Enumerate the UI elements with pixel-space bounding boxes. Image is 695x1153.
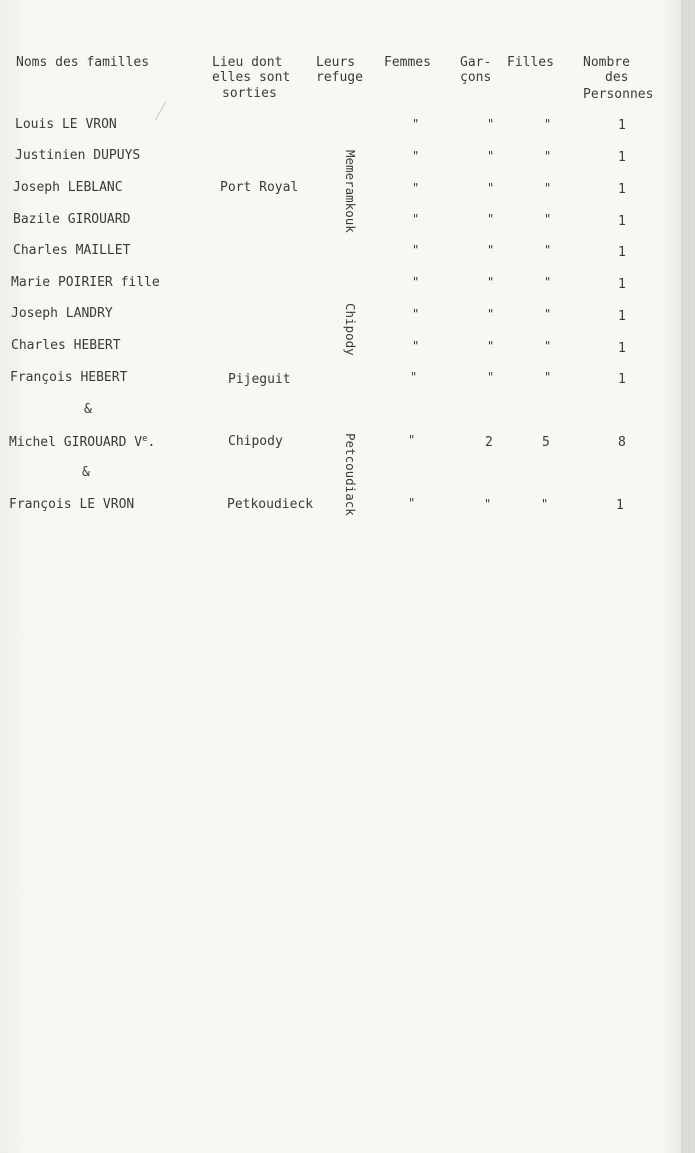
row-boys: "	[487, 339, 495, 353]
row-count: 1	[618, 341, 626, 356]
row-boys: "	[487, 117, 495, 131]
header-boys-line2: çons	[460, 70, 492, 85]
row-count: 1	[618, 150, 626, 165]
row-name: Justinien DUPUYS	[15, 148, 141, 163]
row-origin: Port Royal	[220, 180, 299, 195]
row-girls: "	[544, 149, 552, 163]
row-women: "	[412, 117, 420, 131]
row-name: Louis LE VRON	[15, 117, 117, 132]
row-women: "	[412, 212, 420, 226]
row-boys: "	[487, 307, 495, 321]
header-refuge-line1: Leurs	[316, 55, 356, 70]
header-count-line2: des	[605, 70, 629, 85]
row-women: "	[408, 496, 416, 510]
row-name: François LE VRON	[9, 497, 135, 512]
row-count: 1	[618, 245, 626, 260]
row-women: "	[412, 181, 420, 195]
header-name: Noms des familles	[16, 55, 150, 70]
row-girls: 5	[542, 435, 550, 450]
row-women: "	[410, 370, 418, 384]
header-refuge-line2: refuge	[316, 70, 363, 85]
row-name: Joseph LEBLANC	[13, 180, 123, 195]
refuge-memramkouk: Memeramkouk	[343, 150, 358, 233]
row-count: 1	[618, 214, 626, 229]
row-count: 1	[618, 182, 626, 197]
row-boys: "	[487, 181, 495, 195]
row-count: 8	[618, 435, 626, 450]
row-origin: Pijeguit	[228, 372, 291, 387]
row-boys: "	[487, 149, 495, 163]
row-name: Charles HEBERT	[11, 338, 121, 353]
row-count: 1	[616, 498, 624, 513]
header-origin-line3: sorties	[222, 86, 277, 101]
row-women: "	[412, 243, 420, 257]
header-count-line1: Nombre	[583, 55, 630, 70]
row-girls: "	[544, 339, 552, 353]
page-edge	[681, 0, 695, 1153]
row-name: François HEBERT	[10, 370, 128, 385]
row-girls: "	[544, 370, 552, 384]
row-boys: 2	[485, 435, 493, 450]
row-women: "	[412, 149, 420, 163]
refuge-chipody: Chipody	[343, 303, 358, 356]
row-boys: "	[487, 370, 495, 384]
row-boys: "	[487, 212, 495, 226]
header-girls: Filles	[507, 55, 554, 70]
row-women: "	[408, 433, 416, 447]
row-girls: "	[544, 117, 552, 131]
row-girls: "	[544, 307, 552, 321]
row-boys: "	[484, 497, 492, 511]
row-boys: "	[487, 275, 495, 289]
refuge-petcoudiack: Petcoudiack	[343, 433, 358, 516]
row-name: Bazile GIROUARD	[13, 212, 131, 227]
row-women: "	[412, 307, 420, 321]
row-girls: "	[544, 212, 552, 226]
row-name: Marie POIRIER fille	[11, 275, 160, 290]
row-origin: Chipody	[228, 434, 283, 449]
row-count: 1	[618, 118, 626, 133]
row-name: Joseph LANDRY	[11, 306, 113, 321]
row-girls: "	[544, 243, 552, 257]
row-girls: "	[544, 181, 552, 195]
header-boys-line1: Gar-	[460, 55, 492, 70]
row-women: "	[412, 339, 420, 353]
row-girls: "	[541, 497, 549, 511]
row-girls: "	[544, 275, 552, 289]
header-origin-line1: Lieu dont	[212, 55, 283, 70]
row-origin: Petkoudieck	[227, 497, 314, 512]
row-name: Charles MAILLET	[13, 243, 131, 258]
header-origin-line2: elles sont	[212, 70, 291, 85]
row-count: 1	[618, 372, 626, 387]
ampersand: &	[84, 402, 92, 417]
header-women: Femmes	[384, 55, 431, 70]
row-boys: "	[487, 243, 495, 257]
header-count-line3: Personnes	[583, 87, 654, 102]
row-name: Michel GIROUARD Ve.	[9, 434, 156, 450]
row-count: 1	[618, 277, 626, 292]
ampersand: &	[82, 465, 90, 480]
row-women: "	[412, 275, 420, 289]
row-count: 1	[618, 309, 626, 324]
